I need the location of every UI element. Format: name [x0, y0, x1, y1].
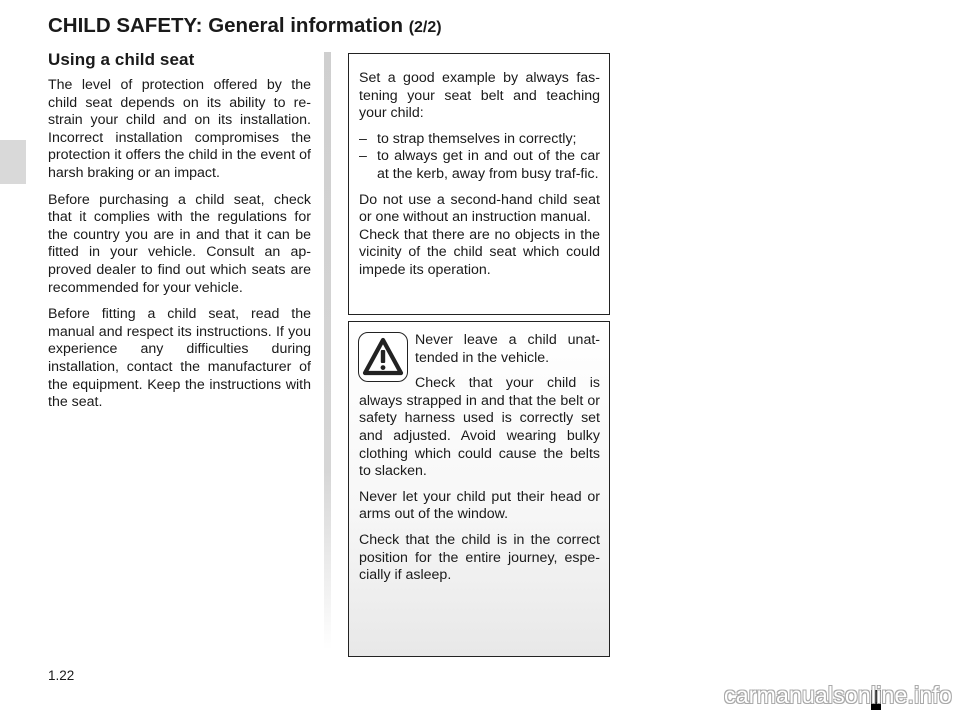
- body-paragraph: Before fitting a child seat, read the manual and respect its instructions. If you experience any difficulties during installation, contact the manufacturer of the equipment. Keep the instructions with the seat.: [48, 306, 311, 411]
- page-number: 1.22: [48, 668, 75, 683]
- info-line: Do not use a second-hand child seat or one without an instruction manual.: [359, 191, 600, 226]
- info-bullet-item: [359, 148, 600, 183]
- warning-paragraph: Never let your child put their head or arms out of the window.: [359, 488, 600, 523]
- body-paragraph: The level of protection offered by the child seat depends on its ability to re-strain your child and on its installation. Incorrect installation compromises the protection it offers the child in the event of harsh braking or an impact.: [48, 77, 311, 181]
- warning-paragraph: Never leave a child unat-tended in the vehicle.: [415, 332, 600, 366]
- info-intro: Set a good example by always fas-tening your seat belt and teaching your child:: [359, 70, 600, 122]
- column-divider: [324, 52, 331, 650]
- warning-paragraph: Check that your child is always strapped in and that the belt or safety harness used is correctly set and adjusted. Avoid wearing bulky clothing which could cause the belts to slacken.: [359, 375, 600, 480]
- left-column-body: [48, 77, 311, 421]
- page-title-part-indicator: (2/2): [408, 19, 442, 36]
- info-line: Check that there are no objects in the vicinity of the child seat which could impede its operation.: [359, 226, 600, 278]
- page-title: [48, 14, 442, 38]
- warning-triangle-icon: [358, 332, 408, 382]
- bullet-dash: –: [359, 148, 367, 165]
- info-paragraph: [359, 192, 600, 280]
- chapter-tab-marker: [0, 140, 26, 184]
- bullet-text: to always get in and out of the car at the kerb, away from busy traf-fic.: [377, 148, 600, 182]
- info-bullet-list: [359, 131, 600, 184]
- info-box: [348, 53, 610, 315]
- bullet-dash: –: [359, 130, 367, 147]
- warning-box: [348, 321, 610, 657]
- bullet-text: to strap themselves in correctly;: [377, 130, 577, 147]
- watermark: carmanualsonline.info: [724, 682, 952, 708]
- info-bullet-item: [359, 131, 600, 149]
- page-title-text: CHILD SAFETY: General information: [48, 14, 403, 37]
- body-paragraph: Before purchasing a child seat, check that it complies with the regulations for the country you are in and that it can be fitted in your vehicle. Consult an ap-proved dealer to find out which seats are recommended for your vehicle.: [48, 191, 311, 296]
- section-heading: Using a child seat: [48, 50, 195, 69]
- warning-paragraph: Check that the child is in the correct position for the entire journey, espe-cially if asleep.: [359, 531, 600, 584]
